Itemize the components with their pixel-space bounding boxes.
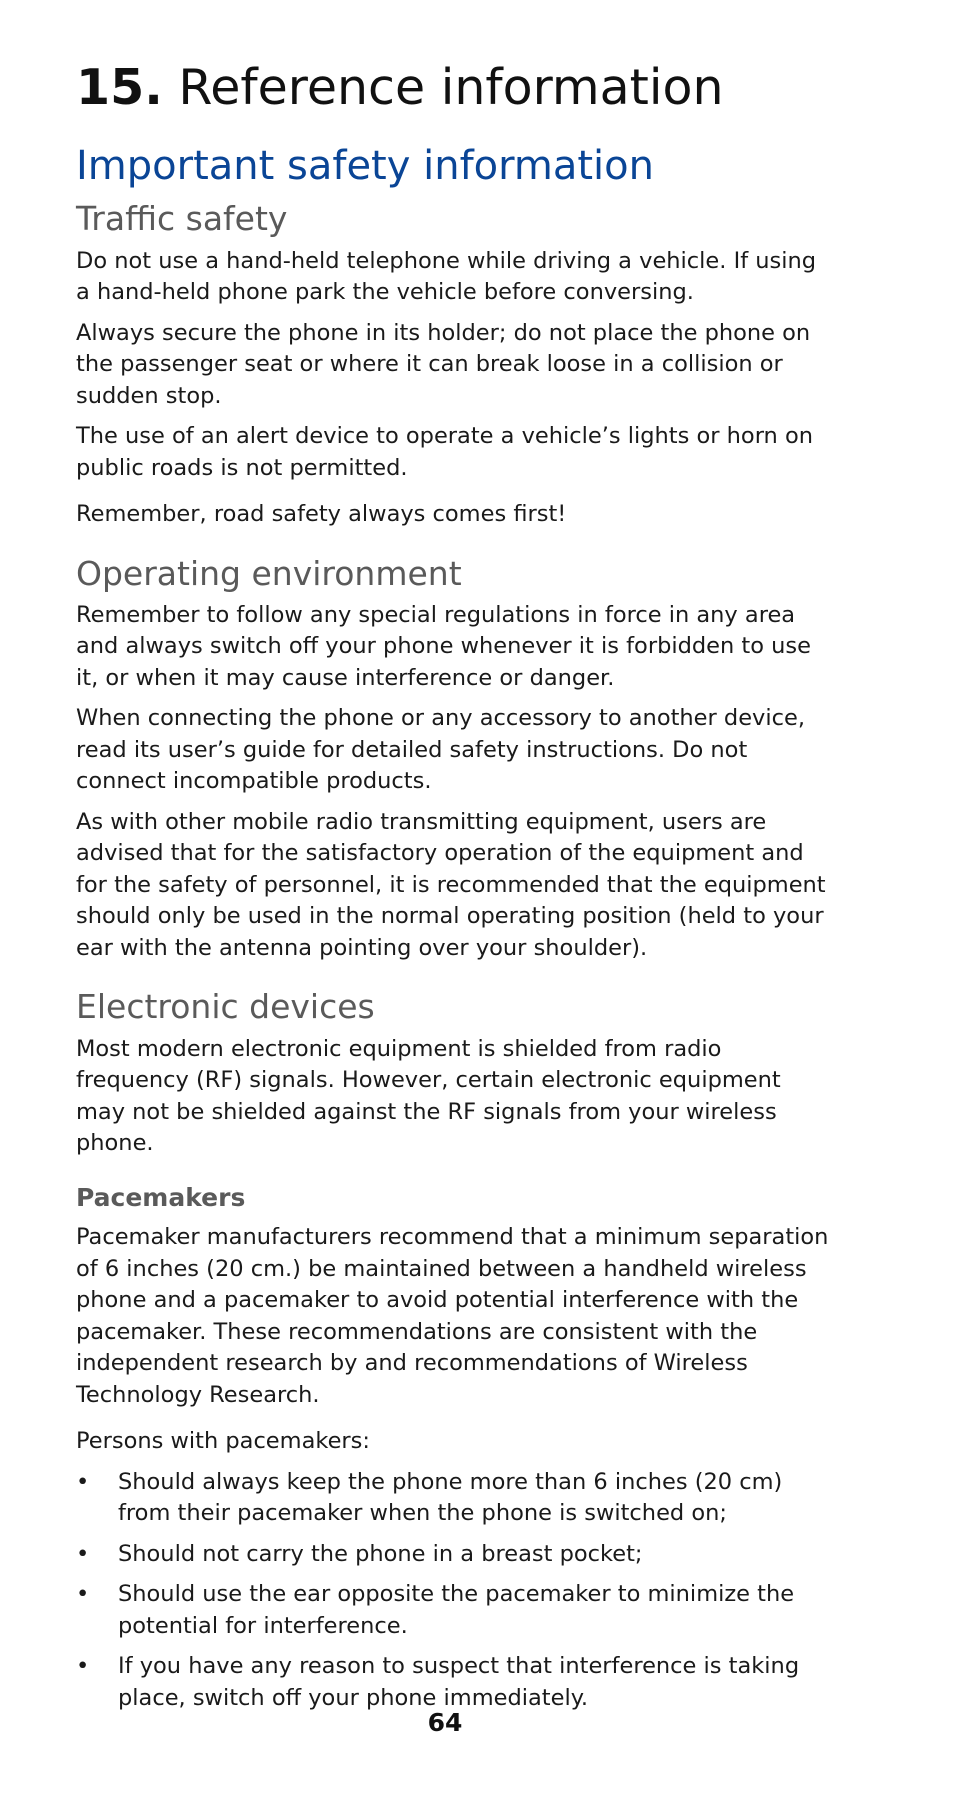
list-item-text: Should not carry the phone in a breast pocket; [118, 1540, 643, 1567]
electronic-devices-heading: Electronic devices [76, 987, 375, 1027]
list-item [76, 1651, 836, 1714]
operating-paragraph: Remember to follow any special regulations in force in any area and always switch off your phone whenever it is forbidden to use it, or when it may cause interference or danger. [76, 601, 811, 691]
list-item-text: If you have any reason to suspect that interference is taking place, switch off your phone immediately. [118, 1653, 800, 1711]
section-title: Important safety information [76, 143, 654, 190]
traffic-paragraph: Always secure the phone in its holder; do not place the phone on the passenger seat or where it can break loose in a collision or sudden stop. [76, 319, 811, 409]
operating-paragraph: As with other mobile radio transmitting equipment, users are advised that for the satisfactory operation of the equipment and for the safety of personnel, it is recommended that the equipment should only be used in the normal operating position (held to your ear with the antenna pointing over your shoulder). [76, 808, 826, 961]
bullet-icon: • [76, 1540, 90, 1567]
pacemakers-heading: Pacemakers [76, 1182, 246, 1212]
operating-environment-heading: Operating environment [76, 553, 462, 593]
list-item-text: Should use the ear opposite the pacemaker to minimize the potential for interference. [118, 1581, 795, 1639]
list-item [76, 1579, 836, 1642]
document-page [76, 60, 836, 1723]
page-number: 64 [427, 1708, 463, 1737]
traffic-paragraph: Remember, road safety always comes first! [76, 501, 567, 528]
bullet-icon: • [76, 1468, 90, 1495]
chapter-title-text: Reference information [178, 59, 724, 116]
chapter-number: 15. [76, 59, 163, 116]
pacemakers-intro: Persons with pacemakers: [76, 1428, 370, 1455]
list-item-text: Should always keep the phone more than 6 inches (20 cm) from their pacemaker when the phone is switched on; [118, 1468, 783, 1527]
chapter-title [76, 60, 836, 116]
operating-paragraph: When connecting the phone or any accessory to another device, read its user’s guide for detailed safety instructions. Do not connect incompatible products. [76, 705, 805, 795]
list-item [76, 1467, 836, 1530]
electronic-paragraph: Most modern electronic equipment is shielded from radio frequency (RF) signals. However, certain electronic equipment may not be shielded against the RF signals from your wireless phone. [76, 1035, 781, 1157]
traffic-paragraph: Do not use a hand-held telephone while driving a vehicle. If using a hand-held phone park the vehicle before conversing. [76, 247, 817, 306]
pacemakers-paragraph: Pacemaker manufacturers recommend that a minimum separation of 6 inches (20 cm.) be maintained between a handheld wireless phone and a pacemaker to avoid potential interference with the pacemaker. These recommendations are consistent with the independent research by and recommendations of Wireless Technology Research. [76, 1224, 829, 1408]
traffic-paragraph: The use of an alert device to operate a vehicle’s lights or horn on public roads is not permitted. [76, 423, 813, 481]
bullet-icon: • [76, 1581, 90, 1608]
traffic-safety-heading: Traffic safety [76, 199, 288, 239]
list-item [76, 1539, 836, 1571]
bullet-icon: • [76, 1653, 90, 1680]
pacemaker-guidelines-list [76, 1467, 836, 1715]
